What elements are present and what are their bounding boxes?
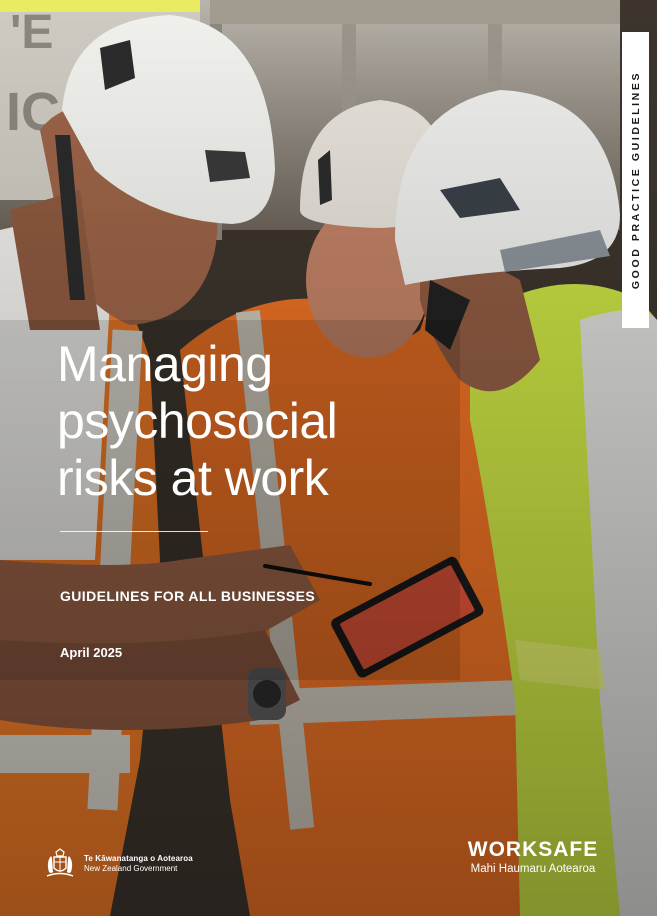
government-logo: [42, 846, 193, 880]
page-title: [57, 336, 417, 507]
title-line-3: risks at work: [57, 450, 329, 506]
side-tab-label: GOOD PRACTICE GUIDELINES: [629, 70, 642, 290]
accent-bar: [0, 0, 200, 12]
government-name-maori: Te Kāwanatanga o Aotearoa: [84, 853, 193, 863]
worksafe-tagline: Mahi Haumaru Aotearoa: [470, 863, 596, 875]
title-divider: [60, 531, 208, 532]
title-line-2: psychosocial: [57, 393, 338, 449]
worksafe-logo: [455, 838, 611, 875]
side-tab: [622, 32, 649, 328]
subtitle: GUIDELINES FOR ALL BUSINESSES: [60, 588, 316, 604]
government-name-english: New Zealand Government: [84, 863, 178, 873]
worksafe-wordmark: WORKSAFE: [467, 838, 599, 861]
nz-coat-of-arms-icon: [42, 846, 78, 880]
title-line-1: Managing: [57, 336, 273, 392]
publication-date: April 2025: [60, 645, 123, 660]
